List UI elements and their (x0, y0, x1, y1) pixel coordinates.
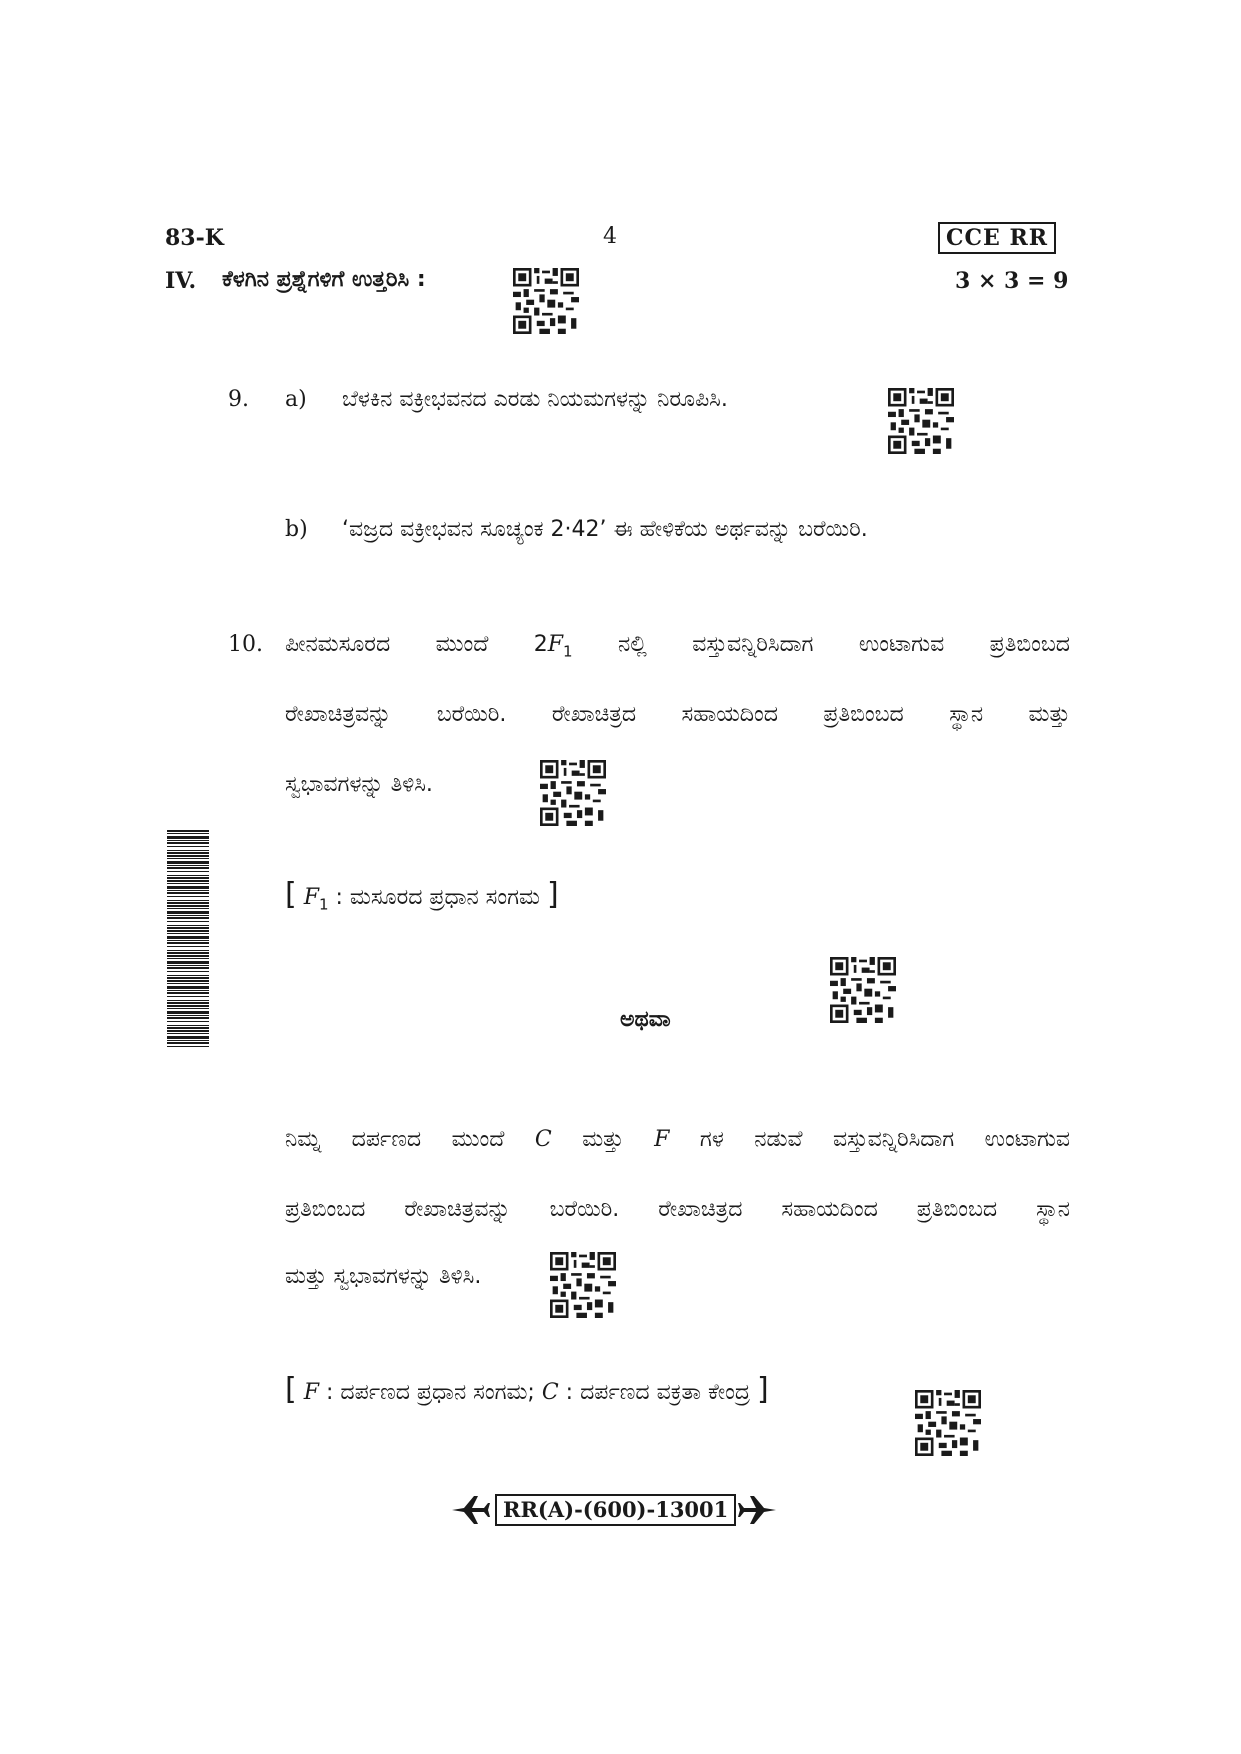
var-c: C (534, 1127, 552, 1152)
q9b-label: b) (285, 517, 308, 542)
alt-note-text-2: : ದರ್ಪಣದ ವಕ್ರತಾ ಕೇಂದ್ರ (558, 1380, 750, 1405)
var-f: F (303, 1380, 319, 1405)
note-text: : ಮಸೂರದ ಪ್ರಧಾನ ಸಂಗಮ (328, 885, 540, 910)
q10-line-1-pre: ಪೀನಮಸೂರದ ಮುಂದೆ 2 (285, 632, 548, 657)
q9b-text: ‘ವಜ್ರದ ವಕ್ರೀಭವನ ಸೂಚ್ಯಂಕ 2·42’ ಈ ಹೇಳಿಕೆಯ ಅರ್ಥವನ್ನು ಬರೆಯಿರಿ. (342, 517, 868, 542)
var-c: C (541, 1380, 559, 1405)
q10-line-2: ರೇಖಾಚಿತ್ರವನ್ನು ಬರೆಯಿರಿ. ರೇಖಾಚಿತ್ರದ ಸಹಾಯದಿಂದ ಪ್ರತಿಬಿಂಬದ ಸ್ಥಾನ ಮತ್ತು (285, 702, 1070, 727)
qr-code-icon (830, 957, 896, 1023)
footer (450, 1490, 780, 1530)
qr-code-icon (550, 1252, 616, 1318)
airplane-left-icon (450, 1494, 490, 1526)
q10-line-1 (285, 630, 1070, 666)
var-f: F (303, 885, 319, 910)
alt-line-1-rest: ಗಳ ನಡುವೆ ವಸ್ತುವನ್ನಿರಿಸಿದಾಗ ಉಂಟಾಗುವ (669, 1127, 1070, 1152)
q10-alt-note (285, 1372, 769, 1408)
section-number: IV. (165, 268, 197, 294)
sub-1: 1 (318, 895, 329, 914)
qr-code-icon (888, 388, 954, 454)
alt-line-1-a: ನಿಮ್ನ ದರ್ಪಣದ ಮುಂದೆ (285, 1127, 535, 1152)
paper-code: 83-K (165, 225, 224, 251)
qr-code-icon (513, 268, 579, 334)
qr-code-icon (540, 760, 606, 826)
alt-line-1-b: ಮತ್ತು (551, 1127, 655, 1152)
qr-code-icon (915, 1390, 981, 1456)
section-marks: 3 × 3 = 9 (955, 268, 1069, 294)
q10-alt-line-3: ಮತ್ತು ಸ್ವಭಾವಗಳನ್ನು ತಿಳಿಸಿ. (285, 1264, 482, 1289)
q9a-text: ಬೆಳಕಿನ ವಕ್ರೀಭವನದ ಎರಡು ನಿಯಮಗಳನ್ನು ನಿರೂಪಿಸಿ. (342, 387, 728, 412)
var-f: F (547, 632, 564, 657)
var-f: F (654, 1127, 670, 1152)
sub-1: 1 (563, 642, 573, 661)
q10-line-1-post: ನಲ್ಲಿ ವಸ್ತುವನ್ನಿರಿಸಿದಾಗ ಉಂಟಾಗುವ ಪ್ರತಿಬಿಂಬದ (572, 632, 1070, 657)
airplane-right-icon (738, 1494, 778, 1526)
or-label: ಅಥವಾ (620, 1007, 671, 1032)
bracket-open: [ (285, 877, 297, 912)
page-number: 4 (603, 224, 617, 249)
alt-note-text-1: : ದರ್ಪಣದ ಪ್ರಧಾನ ಸಂಗಮ; (318, 1380, 542, 1405)
q10-note (285, 877, 559, 919)
q10-line-3: ಸ್ವಭಾವಗಳನ್ನು ತಿಳಿಸಿ. (285, 772, 433, 797)
q10-alt-line-2: ಪ್ರತಿಬಿಂಬದ ರೇಖಾಚಿತ್ರವನ್ನು ಬರೆಯಿರಿ. ರೇಖಾಚಿತ್ರದ ಸಹಾಯದಿಂದ ಪ್ರತಿಬಿಂಬದ ಸ್ಥಾನ (285, 1197, 1070, 1222)
bracket-close: ] (757, 1372, 769, 1407)
exam-tag: CCE RR (938, 222, 1056, 254)
footer-code: RR(A)-(600)-13001 (495, 1494, 736, 1526)
q9-number: 9. (228, 387, 249, 412)
q9a-label: a) (285, 387, 307, 412)
bracket-open: [ (285, 1372, 297, 1407)
barcode-icon (167, 830, 209, 1048)
q10-alt-line-1 (285, 1125, 1070, 1155)
section-instruction: ಕೆಳಗಿನ ಪ್ರಶ್ನೆಗಳಿಗೆ ಉತ್ತರಿಸಿ : (222, 267, 426, 292)
bracket-close: ] (546, 877, 559, 912)
q10-number: 10. (228, 632, 263, 657)
